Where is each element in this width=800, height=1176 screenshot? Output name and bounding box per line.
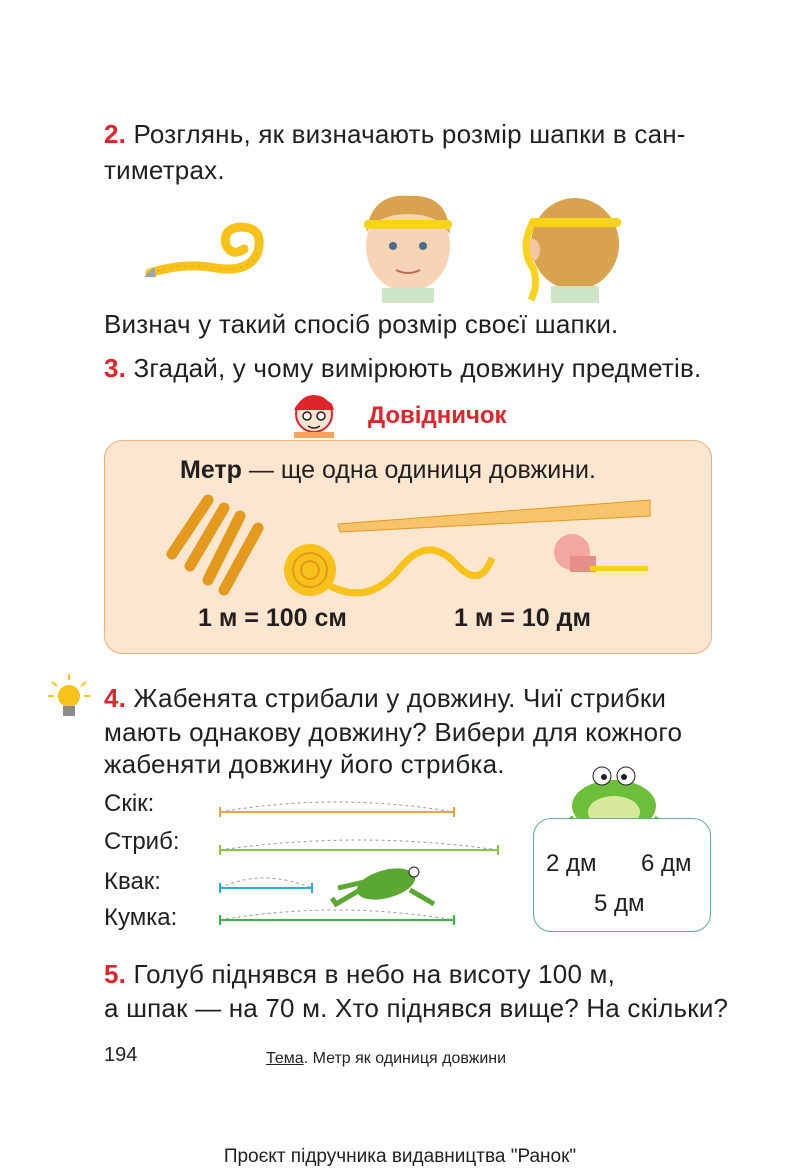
frog-name-kvak: Квак:: [104, 868, 161, 895]
boy-front-illustration: [348, 188, 468, 303]
task-4-line-1: [104, 680, 744, 716]
answer-2dm: 2 дм: [546, 850, 597, 877]
frog-name-kumka: Кумка:: [104, 904, 178, 931]
reference-bold-word: Метр: [180, 456, 242, 484]
task-4-line-3: жабеняти довжину його стрибка.: [104, 749, 505, 779]
jump-arc-kvak: [220, 878, 312, 888]
task-2-followup: Визнач у такий спосіб розмір своєї шапки.: [104, 309, 619, 339]
frog-name-skik: Скік:: [104, 790, 155, 817]
equation-2: 1 м = 10 дм: [454, 604, 591, 632]
jumping-frog-illustration: [330, 860, 440, 912]
lightbulb-icon: [46, 672, 92, 724]
answer-5dm: 5 дм: [594, 890, 645, 917]
frog-name-stryb: Стриб:: [104, 828, 180, 855]
task-2-line-1: [104, 116, 724, 152]
task-5-line-2: а шпак — на 70 м. Хто піднявся вище? На скільки?: [104, 993, 729, 1023]
jump-arc-skik: [220, 802, 454, 812]
mascot-icon: [286, 388, 342, 440]
task-5-line-1: [104, 956, 744, 992]
reference-title: Довідничок: [368, 402, 507, 429]
measuring-tools-illustration: [160, 494, 660, 604]
task-2-line-2: тиметрах.: [104, 155, 225, 185]
task-4-number: 4.: [104, 683, 127, 713]
task-4-text-1: Жабенята стрибали у довжину. Чиї стрибки: [133, 683, 667, 713]
task-3-text: Згадай, у чому вимірюють довжину предметів.: [133, 353, 702, 383]
task-2-text-1: Розглянь, як визначають розмір шапки в сан-: [133, 119, 686, 149]
publisher-note: Проєкт підручника видавництва "Ранок": [223, 1146, 577, 1167]
tape-measure-illustration: [140, 205, 280, 285]
task-5-number: 5.: [104, 959, 127, 989]
equation-1: 1 м = 100 см: [198, 604, 347, 632]
task-4-line-2: мають однакову довжину? Вибери для кожного: [104, 717, 683, 747]
topic-rest: . Метр як одиниця довжини: [303, 1050, 507, 1067]
reference-definition-rest: — ще одна одиниця довжини.: [241, 456, 596, 484]
boy-back-illustration: [515, 188, 635, 303]
answer-6dm: 6 дм: [641, 850, 692, 877]
task-2-number: 2.: [104, 119, 127, 149]
topic-label: Тема: [266, 1050, 304, 1067]
task-5-text-1: Голуб піднявся в небо на висоту 100 м,: [133, 959, 616, 989]
page-number: 194: [104, 1044, 138, 1066]
task-3: [104, 350, 744, 386]
topic-footer: [266, 1050, 506, 1068]
jump-arc-stryb: [220, 840, 498, 850]
reference-definition: [180, 456, 596, 485]
task-3-number: 3.: [104, 353, 127, 383]
